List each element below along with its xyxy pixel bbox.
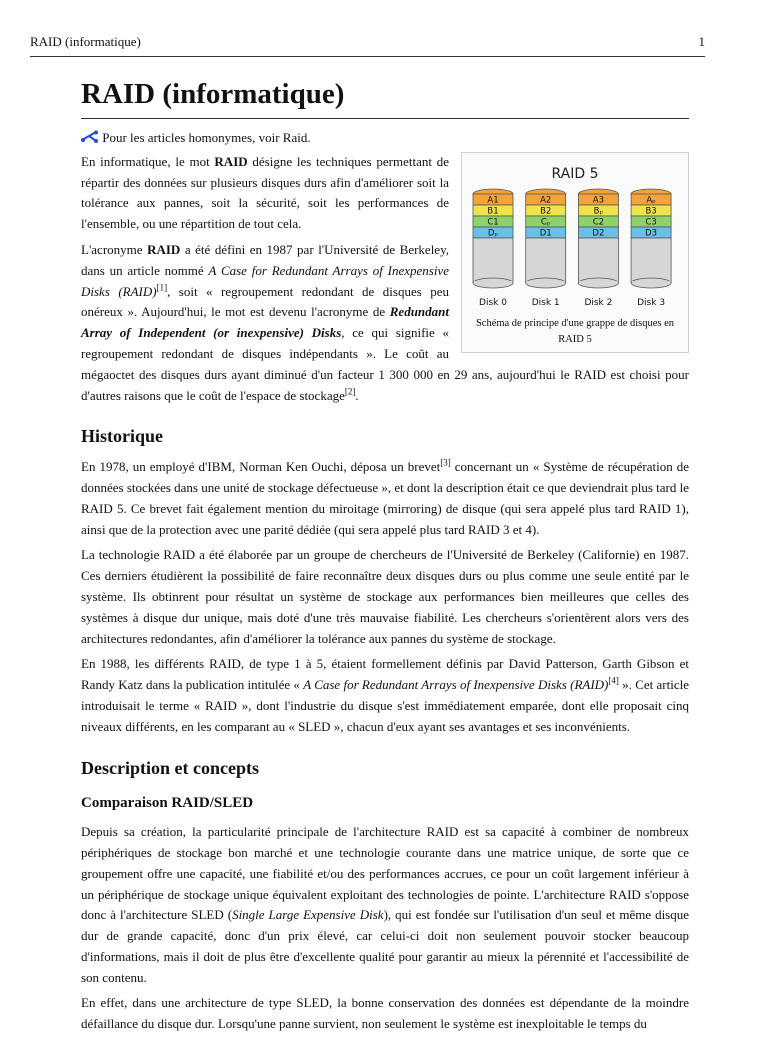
disk-body-fill bbox=[579, 281, 618, 284]
article-body bbox=[81, 128, 689, 1040]
block-label: C3 bbox=[645, 217, 657, 228]
section-heading-description: Description et concepts bbox=[81, 757, 259, 778]
subsection-heading-comparaison: Comparaison RAID/SLED bbox=[81, 795, 254, 812]
figure-caption: Schéma de principe d'une grappe de disques en RAID 5 bbox=[475, 317, 675, 345]
disk-stack bbox=[578, 189, 618, 308]
block-label: Aₚ bbox=[646, 195, 656, 206]
paper-title: A Case for Redundant Arrays of Inexpensive Disks (RAID) bbox=[81, 262, 449, 299]
text-run: . bbox=[355, 387, 359, 403]
disk-label: Disk 2 bbox=[584, 297, 613, 308]
block-label: A2 bbox=[540, 195, 552, 206]
disk-body bbox=[473, 238, 513, 283]
block-label: Cₚ bbox=[540, 217, 551, 228]
block-label: Bₚ bbox=[593, 206, 604, 217]
acronym-expansion: Redundant Array of Independent (or inexpensive) Disks bbox=[81, 304, 449, 341]
block-label: D2 bbox=[592, 228, 605, 239]
disambiguation-icon bbox=[81, 130, 99, 144]
hatnote bbox=[81, 128, 689, 149]
text-run: En 1978, un employé d'IBM, Norman Ken Ouchi, déposa un brevet bbox=[81, 459, 441, 475]
page-number: 1 bbox=[698, 34, 705, 49]
raid5-figure bbox=[461, 152, 689, 353]
running-title: RAID (informatique) bbox=[30, 34, 141, 49]
historique-paragraph-3 bbox=[81, 654, 689, 737]
text-run: , soit « regroupement redondant de disques peu onéreux ». Aujourd'hui, le mot est devenu l'acronyme de bbox=[81, 283, 449, 320]
reference-1[interactable]: [1] bbox=[156, 282, 168, 293]
raid5-diagram-title: RAID 5 bbox=[551, 165, 599, 182]
block-label: B3 bbox=[645, 206, 657, 217]
hatnote-text: Pour les articles homonymes, voir Raid. bbox=[102, 130, 311, 145]
block-label: A3 bbox=[592, 195, 605, 206]
disk-label: Disk 1 bbox=[531, 297, 560, 308]
historique-paragraph-2: La technologie RAID a été élaborée par un groupe de chercheurs de l'Université de Berkeley (Californie) en 1987. Ces derniers étudièrent la possibilité de faire reconnaître deux disques durs ou plus comme une seule entité par le système. Ils obtinrent pour résultat un système de stockage aux performances bien meilleures que celles des systèmes à disque dur unique, mais doté d'une très mauvaise fiabilité. Les chercheurs s'orientèrent alors vers des architectures redondantes, afin d'améliorer la tolérance aux pannes du système de stockage. bbox=[81, 547, 689, 646]
block-label: C1 bbox=[487, 217, 499, 228]
block-label: B1 bbox=[487, 206, 499, 217]
disk-body-fill bbox=[474, 281, 513, 284]
section-heading-historique: Historique bbox=[81, 426, 164, 447]
header-rule bbox=[30, 56, 705, 57]
disk-body bbox=[578, 238, 618, 283]
text-run: concernant un « Système de récupération de données stockées dans une unité de stockage défectueuse », et dont la description était ce que deviendrait plus tard le RAID 5. Ce brevet fait également mention du miroitage (mirroring) de disque (qui sera appelé plus tard RAID 1), ainsi que de la protection avec une parité dédiée (qui sera appelé plus tard RAID 3 et 4). bbox=[81, 459, 689, 537]
text-run: a été défini en 1987 par l'Université de Berkeley, dans un article nommé bbox=[81, 241, 449, 278]
block-label: C2 bbox=[592, 217, 605, 228]
block-label: D3 bbox=[645, 228, 658, 239]
title-rule bbox=[81, 118, 689, 119]
historique-paragraph-1 bbox=[81, 457, 689, 540]
text-run: En informatique, le mot bbox=[81, 153, 215, 169]
disk-stack bbox=[473, 189, 513, 308]
reference-4[interactable]: [4] bbox=[608, 675, 619, 686]
description-paragraph-2: En effet, dans une architecture de type SLED, la bonne conservation des données est dépendante de la moindre défaillance du disque dur. Lorsqu'une panne survient, non seulement le système est inexploitable le temps du bbox=[81, 995, 689, 1032]
text-run: Depuis sa création, la particularité principale de l'architecture RAID est sa capacité à combiner de nombreux périphériques de stockage bon marché et une technologie courante dans une matrice unique, de sorte que ce groupement offre une capacité, une fiabilité et/ou des performances accrues, ce pour un coût largement inférieur à un périphérique de stockage unique équivalent exploitant des technologies de pointe. L'architecture RAID s'oppose donc à l'architecture SLED ( bbox=[81, 824, 689, 923]
block-label: Dₚ bbox=[487, 228, 499, 239]
running-header bbox=[30, 34, 705, 50]
text-run: ), qui est fondée sur l'utilisation d'un seul et même disque dur de grande capacité, donc d'un prix élevé, car celui-ci doit non seulement pouvoir stocker beaucoup d'informations, mais il doit de plus être d'excellente qualité pour garantir au mieux la pérennité et l'accessibilité de son contenu. bbox=[81, 907, 690, 985]
reference-2[interactable]: [2] bbox=[344, 386, 356, 397]
disk-body bbox=[526, 238, 566, 283]
term-raid: RAID bbox=[214, 153, 248, 169]
text-run: L'acronyme bbox=[81, 241, 148, 257]
text-run: ». Cet article introduisait le terme « RAID », dont l'industrie du disque s'est immédiatement emparée, dont elle proposait cinq niveaux différents, en les comparant au « SLED », chacun d'eux ayant ses avantages et ses inconvénients. bbox=[81, 677, 689, 734]
term-raid: RAID bbox=[147, 241, 181, 257]
text-run: En 1988, les différents RAID, de type 1 à 5, étaient formellement définis par David Patterson, Garth Gibson et Randy Katz dans la publication intitulée « bbox=[81, 656, 689, 693]
disk-body bbox=[631, 238, 671, 283]
disk-stack bbox=[526, 189, 566, 308]
text-run: désigne les techniques permettant de répartir des données sur plusieurs disques durs afin d'améliorer soit la tolérance aux pannes, soit la sécurité, soit les performances de l'ensemble, ou une répartition de tout cela. bbox=[81, 153, 449, 232]
block-label: A1 bbox=[487, 195, 499, 206]
block-label: B2 bbox=[540, 206, 552, 217]
disk-stack bbox=[631, 189, 671, 308]
paper-title: A Case for Redundant Arrays of Inexpensive Disks (RAID) bbox=[303, 677, 609, 693]
disk-label: Disk 3 bbox=[637, 297, 666, 308]
page-title: RAID (informatique) bbox=[81, 78, 345, 110]
sled-expansion: Single Large Expensive Disk bbox=[232, 907, 384, 923]
disk-body-fill bbox=[632, 281, 671, 284]
raid5-diagram bbox=[466, 156, 684, 316]
reference-3[interactable]: [3] bbox=[440, 457, 451, 468]
disk-label: Disk 0 bbox=[479, 297, 507, 308]
description-paragraph-1 bbox=[81, 822, 689, 988]
disk-body-fill bbox=[526, 281, 565, 284]
block-label: D1 bbox=[539, 228, 552, 239]
text-run: , ce qui signifie « regroupement redondant de disques indépendants ». Le coût au mégaoctet des disques durs ayant diminué d'un facteur 1 300 000 en 29 ans, aujourd'hui le RAID est choisi pour d'autres raisons que le coût de l'espace de stockage bbox=[81, 325, 689, 403]
